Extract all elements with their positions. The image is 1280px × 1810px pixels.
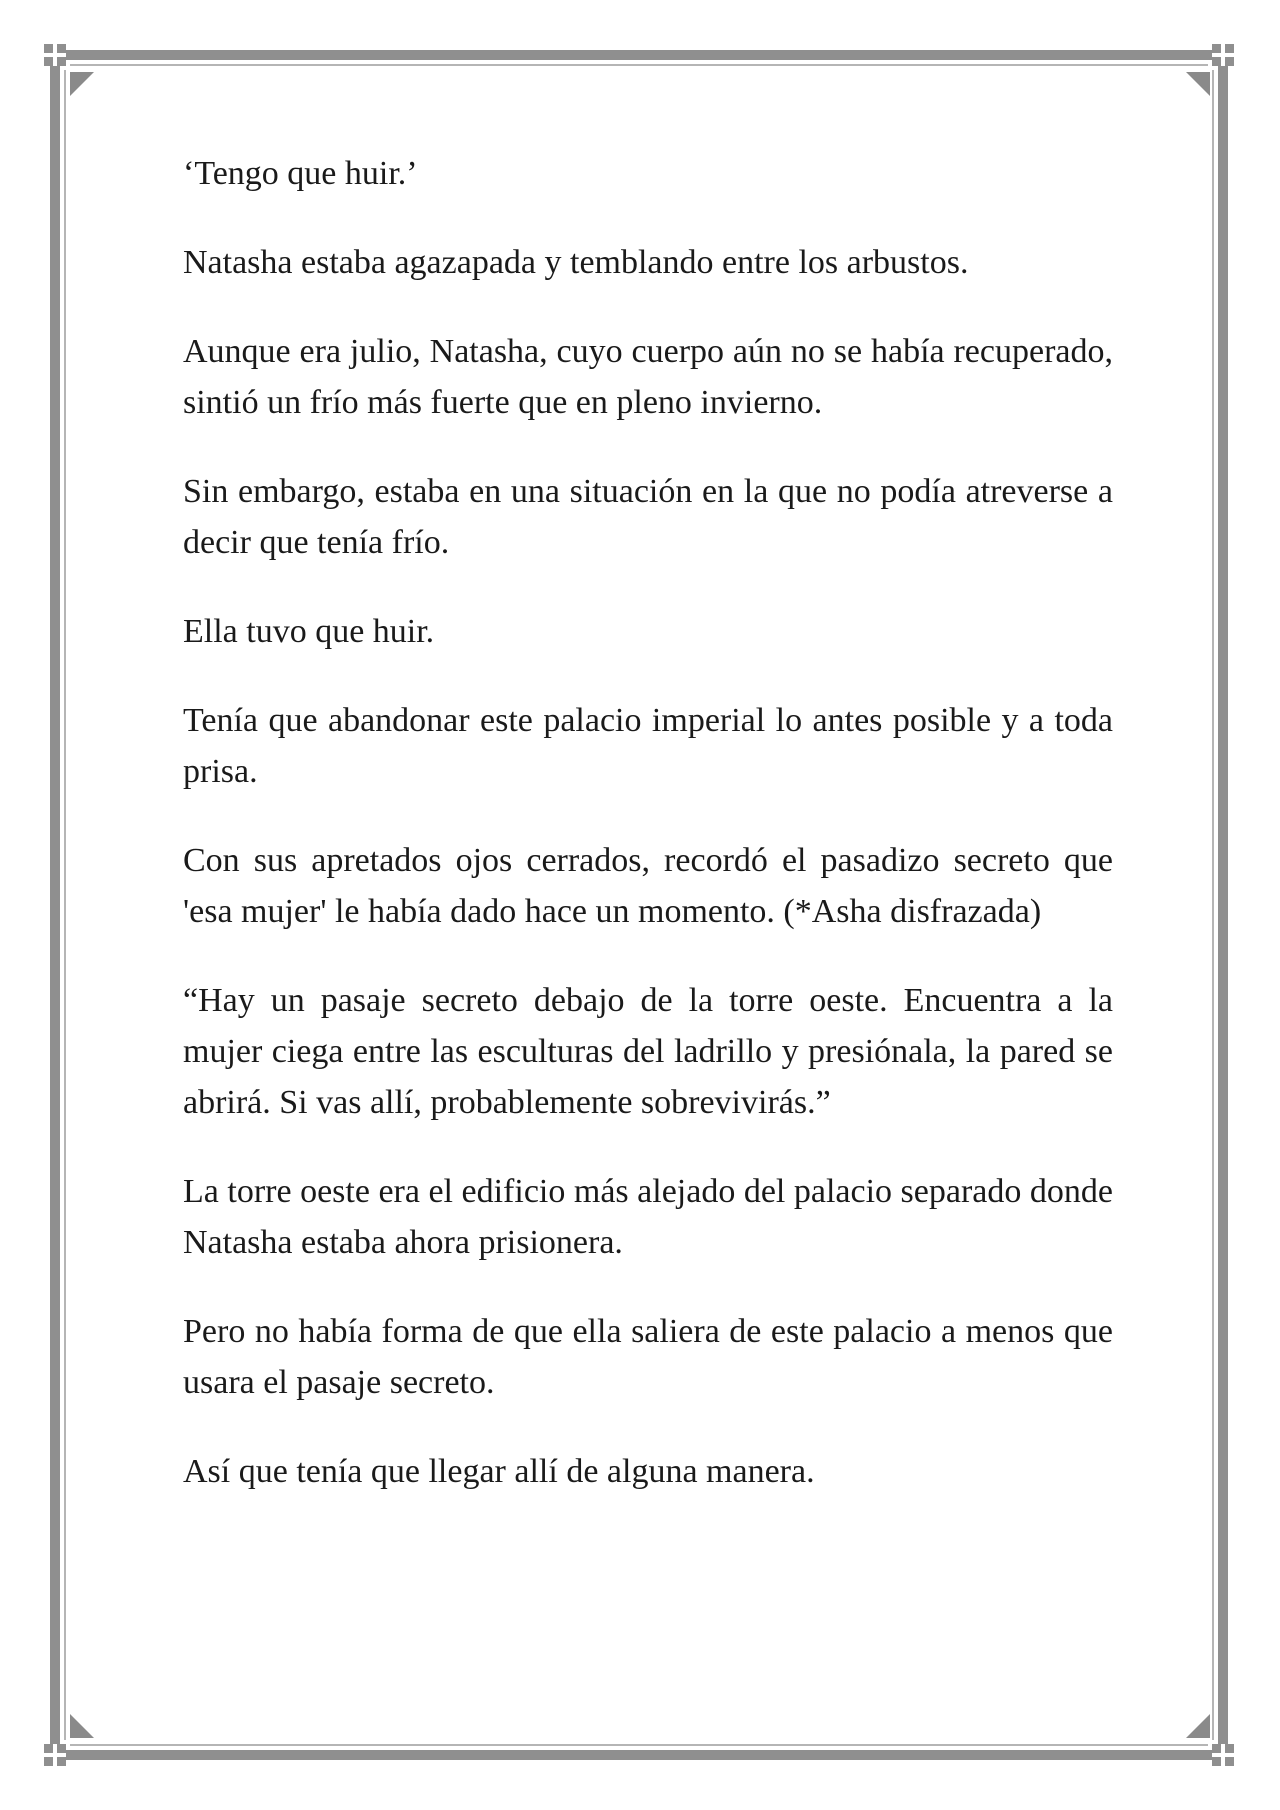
corner-triangle-icon [1186,72,1210,96]
frame-left-border [50,66,60,1744]
paragraph: Natasha estaba agazapada y temblando entre los arbustos. [183,244,969,281]
paragraph: Aunque era julio, Natasha, cuyo cuerpo aún no se había recuperado, sintió un frío más fuerte que en pleno invierno. [183,333,1113,421]
corner-triangle-icon [1186,1714,1210,1738]
paragraph: ‘Tengo que huir.’ [183,155,418,192]
frame-top-border [66,50,1212,60]
frame-inner-line-right [1212,70,1214,1740]
frame-inner-line-left [64,70,66,1740]
corner-knot-icon [1210,1742,1236,1768]
paragraph: Sin embargo, estaba en una situación en la que no podía atreverse a decir que tenía frío. [183,473,1113,561]
paragraph: Así que tenía que llegar allí de alguna manera. [183,1453,815,1490]
paragraph: Ella tuvo que huir. [183,613,435,650]
paragraph: Tenía que abandonar este palacio imperial lo antes posible y a toda prisa. [183,702,1113,790]
corner-knot-icon [42,1742,68,1768]
corner-knot-icon [42,42,68,68]
corner-triangle-icon [70,1714,94,1738]
frame-right-border [1218,66,1228,1744]
frame-inner-line-bottom [70,1744,1208,1746]
paragraph: Con sus apretados ojos cerrados, recordó el pasadizo secreto que 'esa mujer' le había dado hace un momento. (*Asha disfrazada) [183,842,1113,930]
frame-bottom-border [66,1750,1212,1760]
paragraph: La torre oeste era el edificio más alejado del palacio separado donde Natasha estaba ahora prisionera. [183,1173,1113,1261]
corner-triangle-icon [70,72,94,96]
frame-inner-line-top [70,64,1208,66]
corner-knot-icon [1210,42,1236,68]
document-body [183,148,1113,1535]
paragraph: “Hay un pasaje secreto debajo de la torre oeste. Encuentra a la mujer ciega entre las esculturas del ladrillo y presiónala, la pared se abrirá. Si vas allí, probablemente sobrevivirás.” [183,982,1113,1121]
paragraph: Pero no había forma de que ella saliera de este palacio a menos que usara el pasaje secreto. [183,1313,1113,1401]
